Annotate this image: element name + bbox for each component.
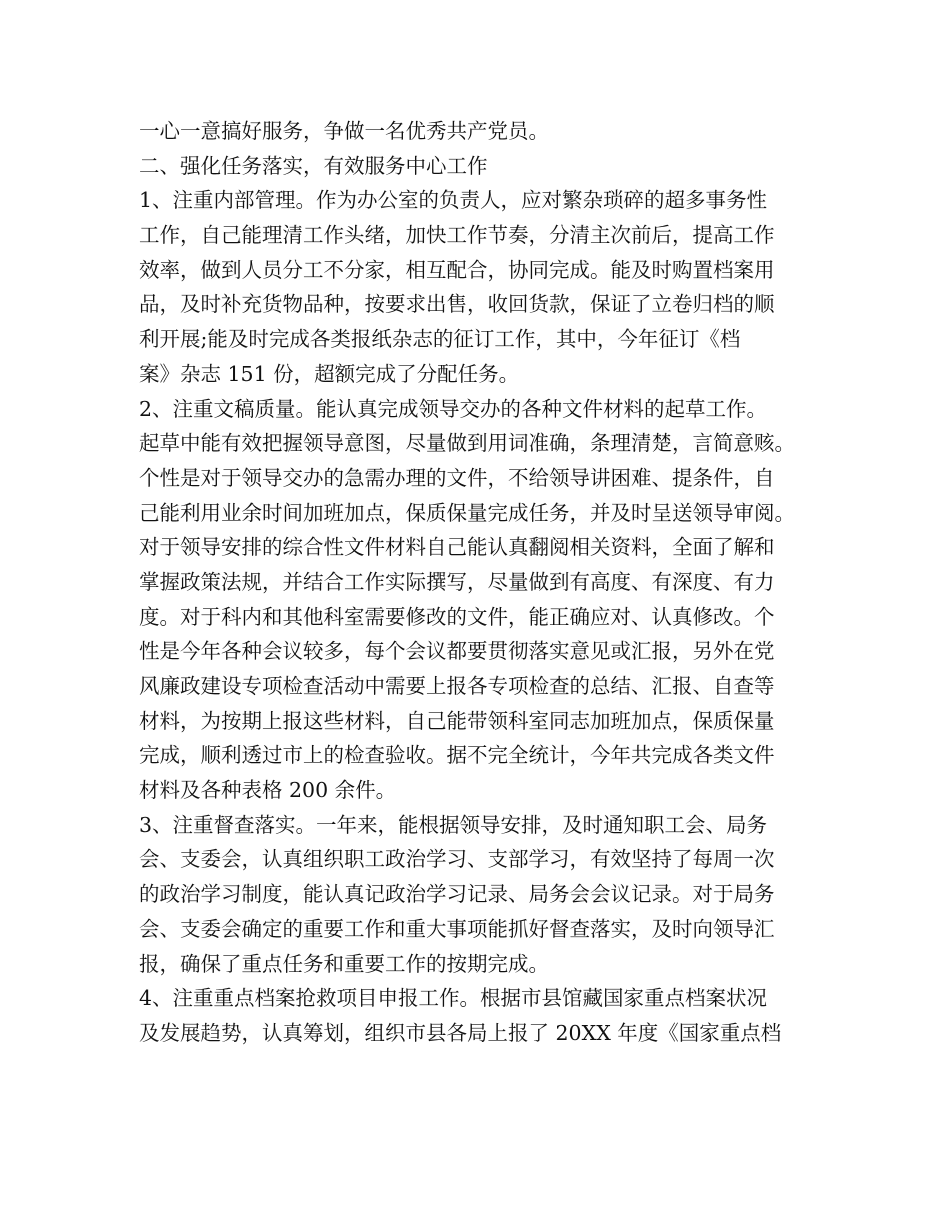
document-body bbox=[139, 114, 829, 1051]
text-line: 2、注重文稿质量。能认真完成领导交办的各种文件材料的起草工作。 bbox=[139, 396, 768, 421]
text-line: 掌握政策法规，并结合工作实际撰写，尽量做到有高度、有深度、有力 bbox=[139, 569, 775, 594]
text-line: 工作，自己能理清工作头绪，加快工作节奏，分清主次前后，提高工作 bbox=[139, 223, 775, 248]
text-line: 效率，做到人员分工不分家，相互配合，协同完成。能及时购置档案用 bbox=[139, 257, 775, 282]
section-heading: 二、强化任务落实，有效服务中心工作 bbox=[139, 153, 488, 178]
text-line: 己能利用业余时间加班加点，保质保量完成任务，并及时呈送领导审阅。 bbox=[139, 500, 795, 525]
text-line: 及发展趋势，认真筹划，组织市县各局上报了 20XX 年度《国家重点档 bbox=[139, 1020, 782, 1045]
text-line: 材料，为按期上报这些材料，自己能带领科室同志加班加点，保质保量 bbox=[139, 708, 775, 733]
text-line: 一心一意搞好服务，争做一名优秀共产党员。 bbox=[139, 119, 549, 143]
text-line: 起草中能有效把握领导意图，尽量做到用词准确，条理清楚，言简意赅。 bbox=[139, 431, 795, 456]
text-line: 个性是对于领导交办的急需办理的文件，不给领导讲困难、提条件，自 bbox=[139, 465, 775, 490]
text-line: 性是今年各种会议较多，每个会议都要贯彻落实意见或汇报，另外在党 bbox=[139, 639, 775, 664]
text-line: 3、注重督查落实。一年来，能根据领导安排，及时通知职工会、局务 bbox=[139, 812, 768, 837]
text-line: 报，确保了重点任务和重要工作的按期完成。 bbox=[139, 951, 549, 976]
text-line: 完成，顺利透过市上的检查验收。据不完全统计，今年共完成各类文件 bbox=[139, 743, 775, 768]
text-line: 4、注重重点档案抢救项目申报工作。根据市县馆藏国家重点档案状况 bbox=[139, 986, 768, 1011]
text-line: 对于领导安排的综合性文件材料自己能认真翻阅相关资料，全面了解和 bbox=[139, 535, 775, 560]
text-line: 度。对于科内和其他科室需要修改的文件，能正确应对、认真修改。个 bbox=[139, 604, 775, 629]
text-line: 案》杂志 151 份，超额完成了分配任务。 bbox=[139, 361, 520, 386]
text-line: 会、支委会确定的重要工作和重大事项能抓好督查落实，及时向领导汇 bbox=[139, 916, 775, 941]
text-line: 利开展;能及时完成各类报纸杂志的征订工作，其中，今年征订《档 bbox=[139, 327, 741, 352]
text-line: 材料及各种表格 200 余件。 bbox=[139, 778, 397, 803]
text-line: 风廉政建设专项检查活动中需要上报各专项检查的总结、汇报、自查等 bbox=[139, 674, 775, 698]
text-line: 会、支委会，认真组织职工政治学习、支部学习，有效坚持了每周一次 bbox=[139, 847, 775, 872]
text-line: 品，及时补充货物品种，按要求出售，收回货款，保证了立卷归档的顺 bbox=[139, 292, 775, 317]
text-line: 的政治学习制度，能认真记政治学习记录、局务会会议记录。对于局务 bbox=[139, 882, 775, 907]
text-line: 1、注重内部管理。作为办公室的负责人，应对繁杂琐碎的超多事务性 bbox=[139, 188, 768, 213]
